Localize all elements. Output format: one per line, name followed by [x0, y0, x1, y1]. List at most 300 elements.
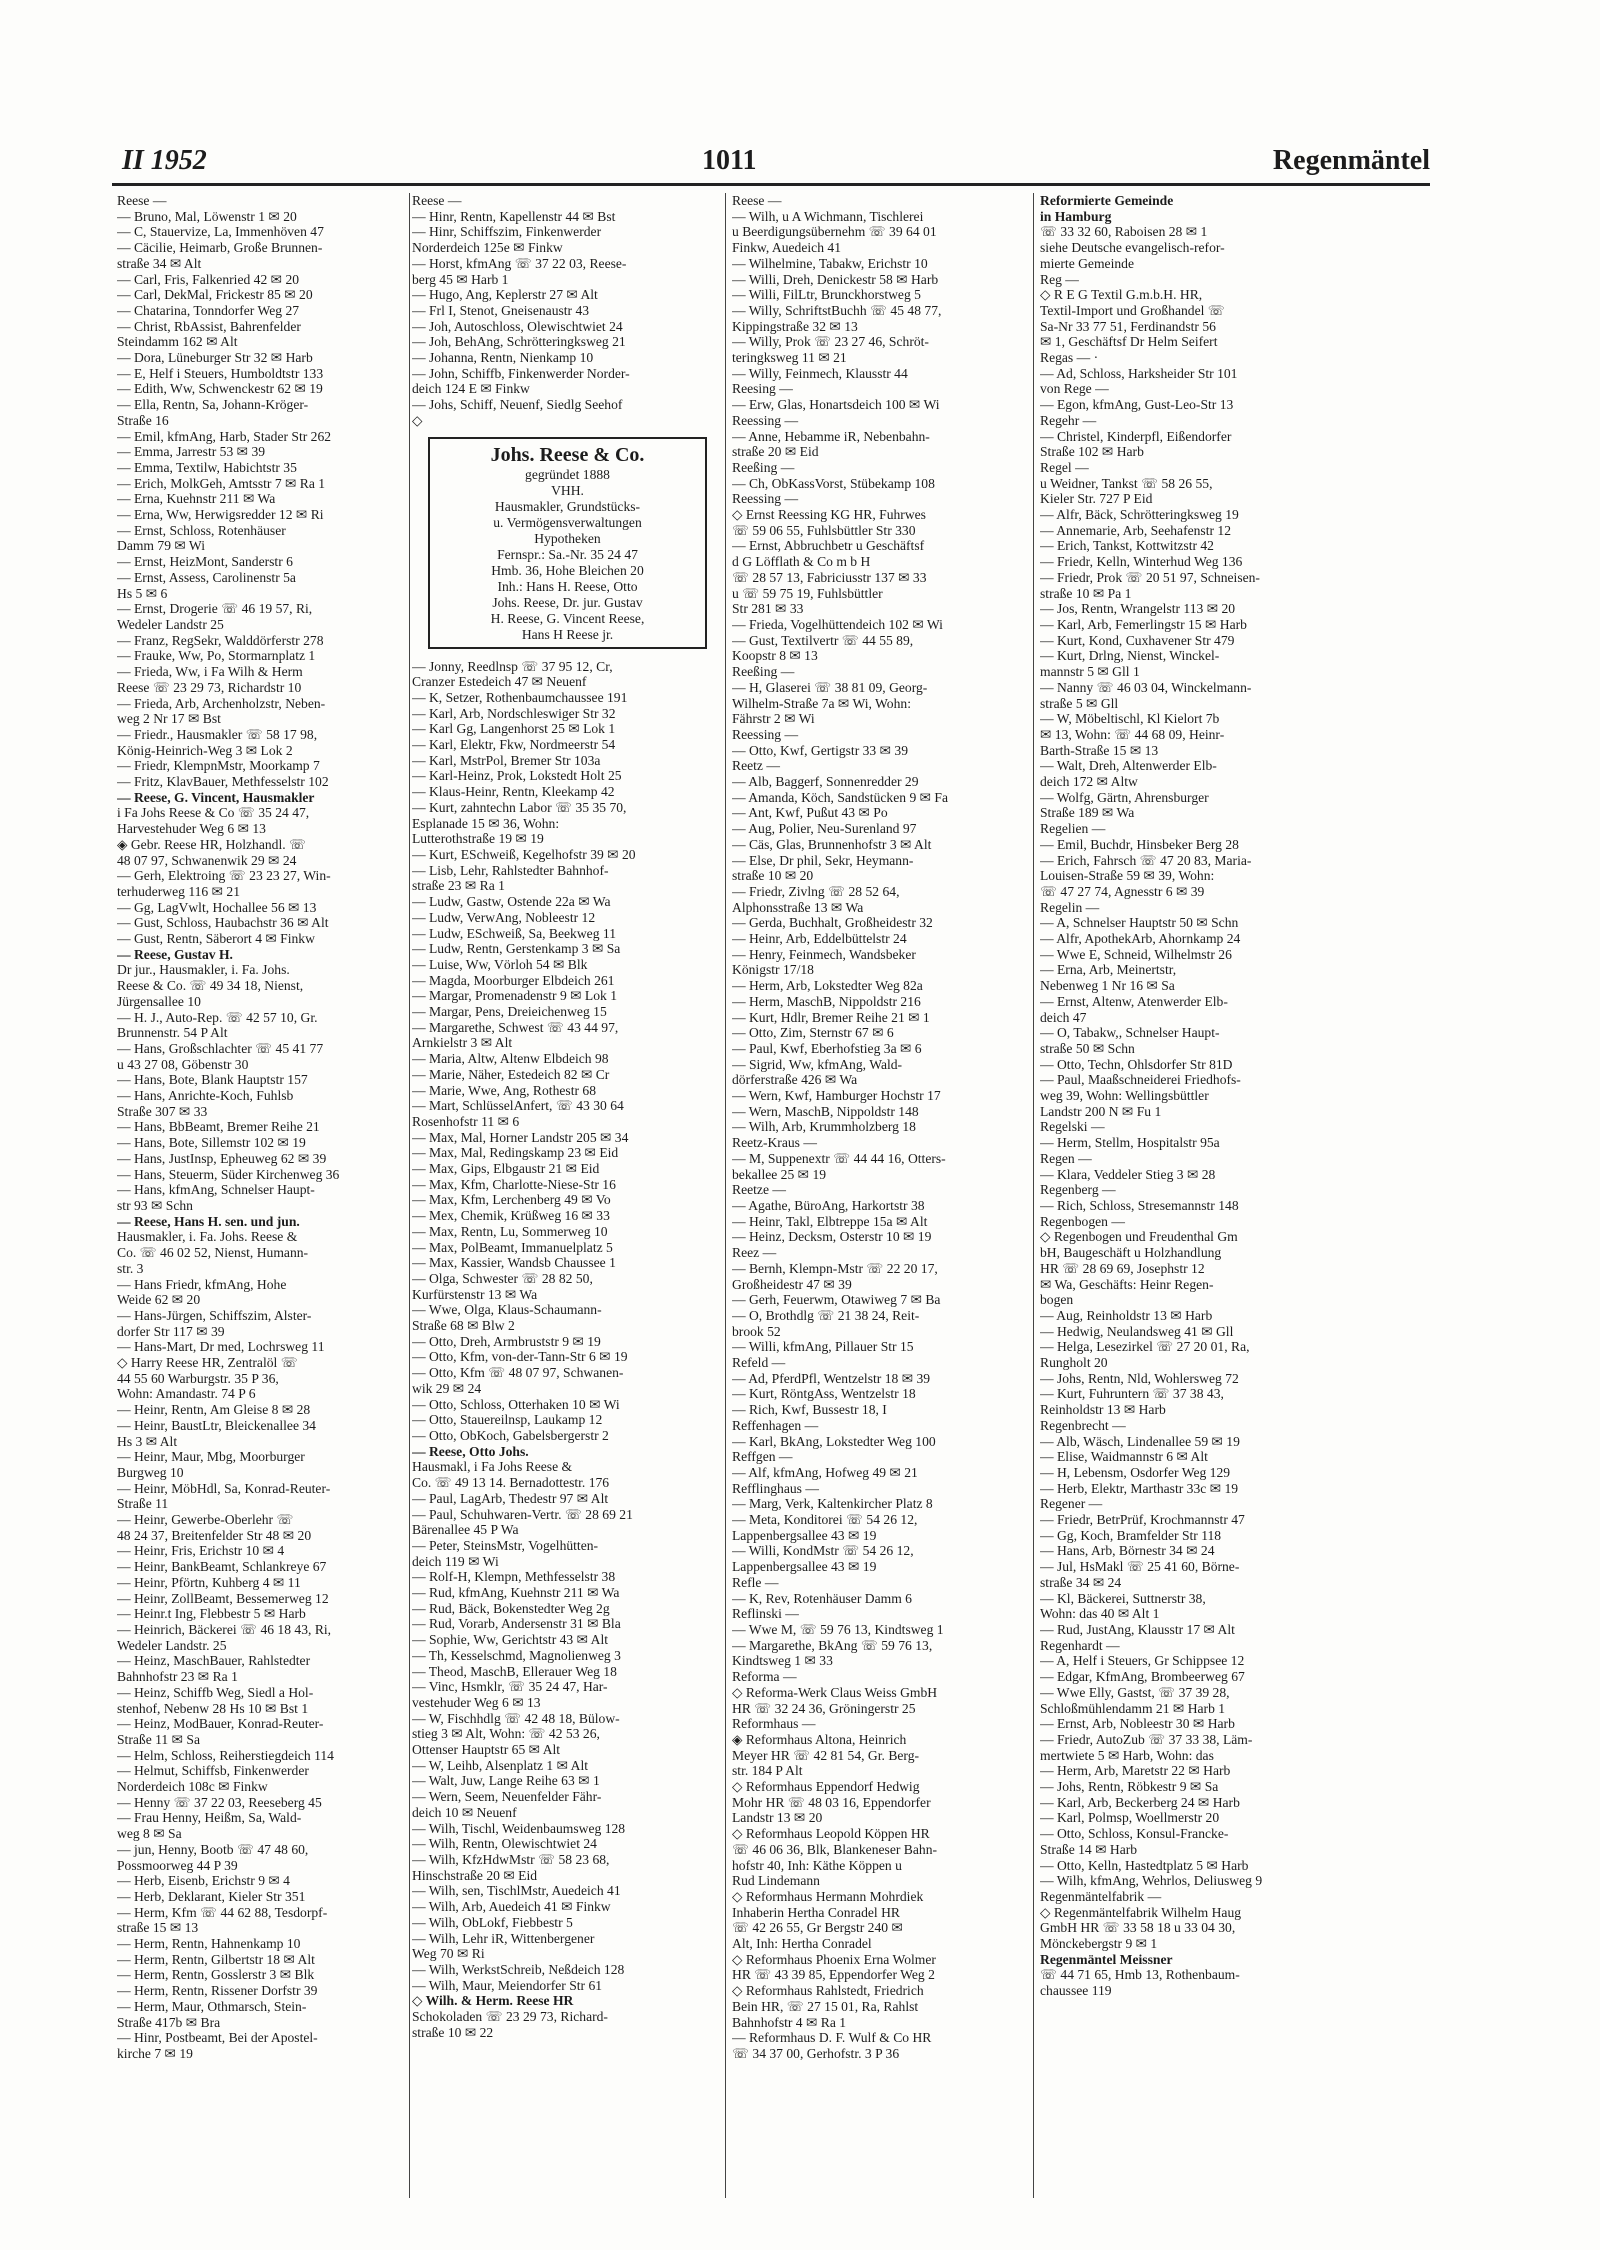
directory-entry-line: Wedeler Landstr. 25 — [117, 1637, 227, 1653]
ad-line: Hans H Reese jr. — [521, 626, 614, 642]
directory-entry-line: — Christel, Kinderpfl, Eißendorfer — [1040, 428, 1232, 444]
directory-entry-line: Regenhardt — — [1040, 1637, 1120, 1653]
directory-entry-line: — Max, Rentn, Lu, Sommerweg 10 — [412, 1223, 608, 1239]
directory-entry-line: — Ludw, Rentn, Gerstenkamp 3 ✉ Sa — [412, 941, 621, 957]
directory-entry-line: — Margar, Pens, Dreieichenweg 15 — [412, 1004, 607, 1020]
directory-entry-line: — Kurt, Drlng, Nienst, Winckel- — [1040, 648, 1220, 664]
directory-entry-line: — Hans, Steuerm, Süder Kirchenweg 36 — [117, 1166, 340, 1182]
ad-line: Fernspr.: Sa.-Nr. 35 24 47 — [497, 546, 638, 562]
directory-entry-line: — Emma, Textilw, Habichtstr 35 — [117, 459, 297, 475]
directory-entry-line: — Otto, ObKoch, Gabelsbergerstr 2 — [412, 1428, 609, 1443]
directory-entry-line: — Friedr, Zivlng ☏ 28 52 64, — [732, 883, 900, 899]
directory-entry-line: Kurfürstenstr 13 ✉ Wa — [412, 1286, 538, 1302]
directory-entry-line: — Helmut, Schiffsb, Finkenwerder — [117, 1763, 309, 1779]
directory-entry-line: teringksweg 11 ✉ 21 — [732, 350, 847, 366]
directory-entry-line: Reese — — [732, 193, 782, 208]
directory-entry-line: — Friedr, Kelln, Winterhud Weg 136 — [1040, 554, 1243, 570]
directory-entry-line: — Rud, Bäck, Bokenstedter Weg 2g — [412, 1600, 610, 1616]
directory-entry-line: Regelski — — [1040, 1119, 1105, 1135]
directory-entry-line: — Alfr, ApothekArb, Ahornkamp 24 — [1040, 931, 1241, 947]
directory-entry-line: — Herm, MaschB, Nippoldstr 216 — [732, 993, 921, 1009]
directory-entry-line: — Marg, Verk, Kaltenkircher Platz 8 — [732, 1496, 933, 1512]
directory-entry-line: — Wilh, u A Wichmann, Tischlerei — [732, 208, 924, 224]
directory-entry-line: Harvestehuder Weg 6 ✉ 13 — [117, 821, 266, 837]
directory-entry-line: — Hans, Großschlachter ☏ 45 41 77 — [117, 1040, 324, 1056]
directory-entry-line: Finkw, Auedeich 41 — [732, 240, 841, 256]
directory-entry-line: — Wwe Elly, Gastst, ☏ 37 39 28, — [1040, 1684, 1230, 1700]
directory-entry-line: ◈ Gebr. Reese HR, Holzhandl. ☏ — [117, 836, 307, 852]
directory-entry-line: 48 24 37, Breitenfelder Str 48 ✉ 20 — [117, 1527, 312, 1543]
directory-entry-line: — Rich, Kwf, Bussestr 18, I — [732, 1402, 887, 1418]
directory-entry-line: straße 15 ✉ 13 — [117, 1920, 199, 1936]
directory-entry-line: Reese — — [117, 193, 167, 208]
directory-entry-line: Wilhelm-Straße 7a ✉ Wi, Wohn: — [732, 695, 911, 711]
directory-entry-line: — Emil, Buchdr, Hinsbeker Berg 28 — [1040, 836, 1239, 852]
directory-entry-line: — Maria, Altw, Altenw Elbdeich 98 — [412, 1051, 609, 1067]
directory-entry-line: dörferstraße 426 ✉ Wa — [732, 1072, 858, 1088]
directory-entry-line: stieg 3 ✉ Alt, Wohn: ☏ 42 53 26, — [412, 1726, 600, 1742]
directory-entry-line: Mönckebergstr 9 ✉ 1 — [1040, 1936, 1158, 1952]
directory-entry-line: Wohn: Amandastr. 74 P 6 — [117, 1386, 256, 1402]
directory-entry-line: weg 2 Nr 17 ✉ Bst — [117, 711, 221, 727]
directory-entry-line: ◇ Reformhaus Rahlstedt, Friedrich — [732, 1983, 924, 1999]
directory-entry-line: str. 184 P Alt — [732, 1763, 803, 1779]
directory-entry-line: — Karl-Heinz, Prok, Lokstedt Holt 25 — [412, 768, 622, 784]
directory-entry-line: weg 8 ✉ Sa — [117, 1826, 182, 1842]
directory-entry-line: straße 10 ✉ 20 — [732, 868, 814, 884]
directory-entry-line: — John, Schiffb, Finkenwerder Norder- — [412, 365, 630, 381]
directory-entry-line: — Rich, Schloss, Stresemannstr 148 — [1040, 1198, 1239, 1213]
directory-entry-line: — Herb, Deklarant, Kieler Str 351 — [117, 1888, 306, 1904]
directory-entry-line: — Otto, Kfm ☏ 48 07 97, Schwanen- — [412, 1365, 624, 1381]
directory-entry-line: — Helm, Schloss, Reiherstiegdeich 114 — [117, 1747, 334, 1763]
directory-entry-line: — Kurt, Hdlr, Bremer Reihe 21 ✉ 1 — [732, 1009, 930, 1025]
directory-entry-line: siehe Deutsche evangelisch-refor- — [1040, 240, 1225, 256]
directory-entry-line: — Otto, Dreh, Armbruststr 9 ✉ 19 — [412, 1333, 601, 1349]
directory-entry-line: — Willi, KondMstr ☏ 54 26 12, — [732, 1543, 914, 1559]
directory-entry-line: Rud Lindemann — [732, 1873, 820, 1889]
directory-entry-line: Regenbrecht — — [1040, 1417, 1126, 1433]
directory-entry-line: Inhaberin Hertha Conradel HR — [732, 1904, 900, 1920]
directory-entry-line: — W, Leihb, Alsenplatz 1 ✉ Alt — [412, 1757, 589, 1773]
directory-entry-line: u Beerdigungsübernehm ☏ 39 64 01 — [732, 224, 937, 240]
directory-entry-line: Königstr 17/18 — [732, 962, 814, 978]
directory-entry-line: — Franz, RegSekr, Walddörferstr 278 — [117, 632, 324, 648]
directory-entry-line: — Ella, Rentn, Sa, Johann-Kröger- — [117, 397, 309, 413]
directory-entry-line: berg 45 ✉ Harb 1 — [412, 271, 509, 287]
directory-entry-line: — Reese, Otto Johs. — [412, 1443, 529, 1459]
directory-entry-line: — Gerda, Buchhalt, Großheidestr 32 — [732, 915, 933, 931]
directory-entry-line: — Gg, LagVwlt, Hochallee 56 ✉ 13 — [117, 899, 317, 915]
directory-entry-line: ☏ 47 27 74, Agnesstr 6 ✉ 39 — [1040, 883, 1205, 899]
directory-entry-line: Schokoladen ☏ 23 29 73, Richard- — [412, 2009, 608, 2025]
directory-entry-line: — Nanny ☏ 46 03 04, Winckelmann- — [1040, 679, 1252, 695]
directory-entry-line: — Heinr, Fris, Erichstr 10 ✉ 4 — [117, 1543, 285, 1559]
directory-entry-line: Sa-Nr 33 77 51, Ferdinandstr 56 — [1040, 318, 1216, 334]
directory-entry-line: — Mex, Chemik, Krüßweg 16 ✉ 33 — [412, 1208, 610, 1224]
directory-entry-line: ◇ Reforma-Werk Claus Weiss GmbH — [732, 1684, 938, 1700]
ad-lines — [436, 467, 699, 643]
directory-entry-line: — Meta, Konditorei ☏ 54 26 12, — [732, 1512, 918, 1528]
directory-entry-line: — Magda, Moorburger Elbdeich 261 — [412, 972, 615, 988]
directory-entry-line: ◇ Ernst Reessing KG HR, Fuhrwes — [732, 507, 926, 523]
directory-entry-line: hofstr 40, Inh: Käthe Köppen u — [732, 1857, 902, 1873]
directory-entry-line: — Ernst, Schloss, Rotenhäuser — [117, 522, 286, 538]
directory-entry-line: straße 10 ✉ Pa 1 — [1040, 585, 1132, 601]
directory-entry-line: Alt, Inh: Hertha Conradel — [732, 1936, 872, 1952]
directory-entry-line: — Gust, Rentn, Säberort 4 ✉ Finkw — [117, 931, 315, 947]
directory-entry-line: — Heinr, BankBeamt, Schlankreye 67 — [117, 1559, 327, 1575]
directory-entry-line: ◇ Reformhaus Eppendorf Hedwig — [732, 1779, 920, 1795]
directory-entry-line: — Jul, HsMakl ☏ 25 41 60, Börne- — [1040, 1559, 1240, 1575]
directory-entry-line: — Willi, kfmAng, Pillauer Str 15 — [732, 1339, 914, 1355]
directory-entry-line: Rosenhofstr 11 ✉ 6 — [412, 1113, 520, 1129]
directory-entry-line: Regenbogen — — [1040, 1213, 1125, 1229]
directory-entry-line: — Max, Mal, Redingskamp 23 ✉ Eid — [412, 1145, 619, 1161]
directory-entry-line: ☏ 59 06 55, Fuhlsbüttler Str 330 — [732, 522, 916, 538]
directory-entry-line: u Weidner, Tankst ☏ 58 26 55, — [1040, 475, 1213, 491]
directory-entry-line: — Otto, Kfm, von-der-Tann-Str 6 ✉ 19 — [412, 1349, 628, 1365]
directory-entry-line: Großheidestr 47 ✉ 39 — [732, 1276, 852, 1292]
directory-entry-line: Bahnhofstr 4 ✉ Ra 1 — [732, 2014, 847, 2030]
directory-entry-line: Straße 189 ✉ Wa — [1040, 805, 1135, 821]
directory-entry-line: — H. J., Auto-Rep. ☏ 42 57 10, Gr. — [117, 1009, 318, 1025]
directory-entry-line: ◇ — [412, 412, 423, 428]
directory-entry-line: 44 55 60 Warburgstr. 35 P 36, — [117, 1370, 279, 1386]
directory-entry-line: — Hinr, Rentn, Kapellenstr 44 ✉ Bst — [412, 208, 616, 224]
directory-entry-line: — Jonny, Reedlnsp ☏ 37 95 12, Cr, — [412, 658, 613, 674]
directory-entry-line: i Fa Johs Reese & Co ☏ 35 24 47, — [117, 805, 310, 821]
directory-entry-line: Jürgensallee 10 — [117, 993, 201, 1009]
directory-entry-line: Reessing — — [732, 726, 799, 742]
directory-entry-line: — Alfr, Bäck, Schrötteringksweg 19 — [1040, 507, 1239, 523]
directory-entry-line: — Wilhelmine, Tabakw, Erichstr 10 — [732, 255, 928, 271]
directory-entry-line: — Karl, BkAng, Lokstedter Weg 100 — [732, 1433, 936, 1449]
directory-entry-line: deich 10 ✉ Neuenf — [412, 1804, 517, 1820]
directory-entry-line: Reflinski — — [732, 1606, 799, 1622]
directory-entry-line: Reeßing — — [732, 664, 795, 680]
directory-entry-line: Reforma — — [732, 1669, 797, 1685]
directory-entry-line: Reessing — — [732, 491, 799, 507]
directory-entry-line: Lappenbergsallee 43 ✉ 19 — [732, 1559, 877, 1575]
directory-entry-line: u 43 27 08, Göbenstr 30 — [117, 1056, 249, 1072]
directory-entry-line: — Frauke, Ww, Po, Stormarnplatz 1 — [117, 648, 316, 664]
directory-entry-line: Lappenbergsallee 43 ✉ 19 — [732, 1527, 877, 1543]
directory-entry-line: Straße 11 ✉ Sa — [117, 1731, 200, 1747]
directory-entry-line: ☏ 34 37 00, Gerhofstr. 3 P 36 — [732, 2045, 900, 2061]
directory-entry-line: — Wilh, KfzHdwMstr ☏ 58 23 68, — [412, 1851, 610, 1867]
directory-entry-line: — Ludw, Gastw, Ostende 22a ✉ Wa — [412, 894, 611, 910]
directory-entry-line: Straße 68 ✉ Blw 2 — [412, 1318, 515, 1334]
directory-entry-line: — H, Glaserei ☏ 38 81 09, Georg- — [732, 679, 928, 695]
directory-entry-line: Kieler Str. 727 P Eid — [1040, 491, 1153, 507]
directory-entry-line: wik 29 ✉ 24 — [412, 1380, 482, 1396]
directory-entry-line: — Olga, Schwester ☏ 28 82 50, — [412, 1270, 593, 1286]
directory-entry-line: — Wilh, kfmAng, Wehrlos, Deliusweg 9 — [1040, 1873, 1263, 1889]
directory-entry-line: — Hans, JustInsp, Epheuweg 62 ✉ 39 — [117, 1150, 327, 1166]
directory-entry-line: — jun, Henny, Bootb ☏ 47 48 60, — [117, 1841, 309, 1857]
directory-entry-line: Kippingstraße 32 ✉ 13 — [732, 318, 858, 334]
directory-entry-line: — Margarethe, Schwest ☏ 43 44 97, — [412, 1019, 619, 1035]
directory-entry-line: — Hans, Anrichte-Koch, Fuhlsb — [117, 1088, 294, 1104]
directory-entry-line: mannstr 5 ✉ Gll 1 — [1040, 664, 1140, 680]
directory-entry-line: Straße 102 ✉ Harb — [1040, 444, 1144, 460]
directory-entry-line: Reffgen — — [732, 1449, 793, 1465]
directory-entry-line: — Kl, Bäckerei, Suttnerstr 38, — [1040, 1590, 1206, 1606]
directory-entry-line: Bärenallee 45 P Wa — [412, 1522, 519, 1538]
directory-entry-line: — Hans, Bote, Blank Hauptstr 157 — [117, 1072, 308, 1088]
directory-entry-line: Regehr — — [1040, 412, 1097, 428]
directory-entry-line: ◇ Reformhaus Leopold Köppen HR — [732, 1826, 930, 1842]
ad-title: Johs. Reese & Co. — [490, 443, 645, 466]
directory-entry-line: — Cäcilie, Heimarb, Große Brunnen- — [117, 240, 323, 256]
directory-entry-line: weg 39, Wohn: Wellingsbüttler — [1040, 1088, 1209, 1104]
header-volume: II 1952 — [122, 145, 207, 176]
directory-entry-line: — Carl, DekMal, Frickestr 85 ✉ 20 — [117, 287, 313, 303]
directory-entry-line: — H, Lebensm, Osdorfer Weg 129 — [1040, 1464, 1231, 1480]
directory-entry-line: ◇ Reformhaus Phoenix Erna Wolmer — [732, 1951, 936, 1967]
directory-entry-line: — Alb, Baggerf, Sonnenredder 29 — [732, 774, 919, 790]
directory-entry-line: — Hedwig, Neulandsweg 41 ✉ Gll — [1040, 1323, 1234, 1339]
directory-entry-line: — Herb, Eisenb, Erichstr 9 ✉ 4 — [117, 1873, 290, 1889]
directory-entry-line: — Chatarina, Tonndorfer Weg 27 — [117, 302, 300, 318]
page-header — [112, 145, 1430, 185]
directory-entry-line: Nebenweg 1 Nr 16 ✉ Sa — [1040, 978, 1175, 994]
directory-entry-line: — Heinrich, Bäckerei ☏ 46 18 43, Ri, — [117, 1621, 332, 1637]
directory-entry-line: — Kurt, Fuhruntern ☏ 37 38 43, — [1040, 1386, 1224, 1402]
directory-entry-line: — Wilh, sen, TischlMstr, Auedeich 41 — [412, 1883, 621, 1899]
directory-entry-line: — Wwe M, ☏ 59 76 13, Kindtsweg 1 — [732, 1621, 944, 1637]
directory-entry-line: d G Löfflath & Co m b H — [732, 554, 871, 570]
directory-entry-line: str 93 ✉ Schn — [117, 1198, 193, 1213]
directory-entry-line: — Rud, kfmAng, Kuehnstr 211 ✉ Wa — [412, 1585, 620, 1601]
directory-entry-line: Reese & Co. ☏ 49 34 18, Nienst, — [117, 978, 304, 994]
directory-entry-line: Brunnenstr. 54 P Alt — [117, 1025, 228, 1041]
directory-entry-line: Damm 79 ✉ Wi — [117, 538, 205, 554]
directory-entry-line: — Alf, kfmAng, Hofweg 49 ✉ 21 — [732, 1464, 918, 1480]
directory-entry-line: — Margar, Promenadenstr 9 ✉ Lok 1 — [412, 988, 618, 1004]
directory-entry-line: Hs 5 ✉ 6 — [117, 585, 168, 601]
directory-entry-line: ✉ Wa, Geschäfts: Heinr Regen- — [1040, 1276, 1214, 1292]
directory-entry-line: — Karl Gg, Langenhorst 25 ✉ Lok 1 — [412, 721, 616, 737]
directory-entry-line: Koopstr 8 ✉ 13 — [732, 648, 818, 664]
directory-entry-line: — Willy, SchriftstBuchh ☏ 45 48 77, — [732, 302, 942, 318]
directory-entry-line: Co. ☏ 46 02 52, Nienst, Humann- — [117, 1245, 309, 1261]
directory-entry-line: Regenmäntel Meissner — [1040, 1951, 1173, 1967]
directory-entry-line: — Hugo, Ang, Keplerstr 27 ✉ Alt — [412, 287, 598, 303]
directory-entry-line: — Cäs, Glas, Brunnenhofstr 3 ✉ Alt — [732, 836, 932, 852]
directory-entry-line: — Sophie, Ww, Gerichtstr 43 ✉ Alt — [412, 1632, 609, 1648]
directory-entry-line: ☏ 28 57 13, Fabriciusstr 137 ✉ 33 — [732, 569, 927, 585]
directory-entry-line: Regenberg — — [1040, 1182, 1116, 1198]
directory-entry-line: Str 281 ✉ 33 — [732, 601, 804, 617]
directory-entry-line: Reetz — — [732, 758, 780, 774]
directory-entry-line: — Erich, MolkGeh, Amtsstr 7 ✉ Ra 1 — [117, 475, 326, 491]
directory-entry-line: Straße 14 ✉ Harb — [1040, 1841, 1138, 1857]
directory-entry-line: — Gust, Schloss, Haubachstr 36 ✉ Alt — [117, 915, 329, 931]
directory-entry-line: Reese — — [412, 193, 462, 208]
directory-entry-line: Hinschstraße 20 ✉ Eid — [412, 1867, 538, 1883]
directory-entry-line: — Wilh, WerkstSchreib, Neßdeich 128 — [412, 1961, 625, 1977]
directory-entry-line: deich 172 ✉ Altw — [1040, 774, 1138, 790]
directory-entry-line: — Amanda, Köch, Sandstücken 9 ✉ Fa — [732, 789, 949, 805]
column-2-bottom — [412, 659, 717, 2041]
directory-entry-line: Reez — — [732, 1245, 777, 1261]
directory-entry-line: bogen — [1040, 1292, 1074, 1308]
directory-entry-line: Dr jur., Hausmakler, i. Fa. Johs. — [117, 962, 290, 978]
directory-entry-line: — Johs, Schiff, Neuenf, Siedlg Seehof — [412, 397, 623, 413]
directory-entry-line: — Herm, Maur, Othmarsch, Stein- — [117, 1998, 307, 2014]
directory-entry-line: — Otto, Schloss, Otterhaken 10 ✉ Wi — [412, 1396, 620, 1412]
directory-entry-line: — Wilh, Arb, Krummholzberg 18 — [732, 1119, 916, 1135]
directory-entry-line: straße 23 ✉ Ra 1 — [412, 878, 505, 894]
directory-entry-line: — Otto, Zim, Sternstr 67 ✉ 6 — [732, 1025, 894, 1041]
directory-entry-line: — Johs, Rentn, Röbkestr 9 ✉ Sa — [1040, 1779, 1219, 1795]
directory-entry-line: — Otto, Schloss, Konsul-Francke- — [1040, 1826, 1229, 1842]
directory-entry-line: — Otto, Techn, Ohlsdorfer Str 81D — [1040, 1056, 1233, 1072]
directory-entry-line: — Frieda, Arb, Archenholzstr, Neben- — [117, 695, 326, 711]
directory-entry-line: — Rolf-H, Klempn, Methfesselstr 38 — [412, 1569, 616, 1585]
directory-entry-line: ◈ Reformhaus Altona, Heinrich — [732, 1731, 907, 1747]
directory-entry-line: — Herm, Rentn, Hahnenkamp 10 — [117, 1936, 301, 1952]
directory-entry-line: — Emil, kfmAng, Harb, Stader Str 262 — [117, 428, 332, 444]
directory-entry-line: — Ad, PferdPfl, Wentzelstr 18 ✉ 39 — [732, 1370, 931, 1386]
ad-line: Hypotheken — [534, 530, 601, 546]
directory-entry-line: — Margarethe, BkAng ☏ 59 76 13, — [732, 1637, 933, 1653]
directory-entry-line: HR ☏ 28 69 69, Josephstr 12 — [1040, 1260, 1205, 1276]
directory-entry-line: — Th, Kesselschmd, Magnolienweg 3 — [412, 1647, 621, 1663]
directory-entry-line: dorfer Str 117 ✉ 39 — [117, 1323, 225, 1339]
directory-entry-line: — Paul, Schuhwaren-Vertr. ☏ 28 69 21 — [412, 1506, 633, 1522]
directory-entry-line: — Wolfg, Gärtn, Ahrensburger — [1040, 789, 1209, 805]
directory-entry-line: — Klaus-Heinr, Rentn, Kleekamp 42 — [412, 784, 615, 800]
directory-entry-line: — Hans, Arb, Börnestr 34 ✉ 24 — [1040, 1543, 1215, 1559]
directory-entry-line: Reformhaus — — [732, 1716, 816, 1732]
header-section-title: Regenmäntel — [1272, 145, 1430, 176]
directory-entry-line: Reesing — — [732, 381, 793, 397]
directory-entry-line: — Paul, Maaßschneiderei Friedhofs- — [1040, 1072, 1241, 1088]
directory-entry-line: — Herb, Elektr, Marthastr 33c ✉ 19 — [1040, 1480, 1239, 1496]
directory-entry-line: ✉ 1, Geschäftsf Dr Helm Seifert — [1040, 334, 1218, 350]
directory-entry-line: — Herm, Arb, Maretstr 22 ✉ Harb — [1040, 1763, 1231, 1779]
directory-entry-line: — Wilh, Arb, Auedeich 41 ✉ Finkw — [412, 1899, 611, 1915]
directory-entry-line: — Heinr, Arb, Eddelbüttelstr 24 — [732, 931, 907, 947]
directory-entry-line: — Klara, Veddeler Stieg 3 ✉ 28 — [1040, 1166, 1216, 1182]
header-page-number: 1011 — [702, 145, 757, 176]
directory-entry-line: — Wilh, ObLokf, Fiebbestr 5 — [412, 1914, 573, 1930]
directory-entry-line: — O, Brothdlg ☏ 21 38 24, Reit- — [732, 1307, 920, 1323]
directory-entry-line: — Henry, Feinmech, Wandsbeker — [732, 946, 916, 962]
directory-entry-line: stenhof, Nebenw 28 Hs 10 ✉ Bst 1 — [117, 1700, 309, 1716]
directory-entry-line: — Willy, Prok ☏ 23 27 46, Schröt- — [732, 334, 929, 350]
ad-line: gegründet 1888 — [525, 466, 610, 482]
directory-entry-line: straße 34 ✉ 24 — [1040, 1574, 1122, 1590]
directory-entry-line: ☏ 33 32 60, Raboisen 28 ✉ 1 — [1040, 224, 1208, 240]
directory-entry-line: — Heinr, Pförtn, Kuhberg 4 ✉ 11 — [117, 1574, 301, 1590]
directory-entry-line: — Aug, Polier, Neu-Surenland 97 — [732, 821, 917, 837]
directory-entry-line: Hausmakler, i. Fa. Johs. Reese & — [117, 1229, 298, 1245]
directory-entry-line: — Wern, Seem, Neuenfelder Fähr- — [412, 1789, 602, 1805]
directory-entry-line: — K, Setzer, Rothenbaumchaussee 191 — [412, 689, 628, 705]
directory-entry-line: — Kurt, ESchweiß, Kegelhofstr 39 ✉ 20 — [412, 846, 636, 862]
directory-entry-line: brook 52 — [732, 1323, 781, 1339]
directory-entry-line: — Bernh, Klempn-Mstr ☏ 22 20 17, — [732, 1260, 938, 1276]
directory-entry-line: — Reformhaus D. F. Wulf & Co HR — [732, 2030, 932, 2046]
directory-entry-line: — Heinr.t Ing, Flebbestr 5 ✉ Harb — [117, 1606, 306, 1622]
directory-entry-line: Textil-Import und Großhandel ☏ — [1040, 302, 1225, 318]
directory-entry-line: ✉ 13, Wohn: ☏ 44 68 09, Heinr- — [1040, 726, 1225, 742]
directory-entry-line: Bein HR, ☏ 27 15 01, Ra, Rahlst — [732, 1998, 919, 2014]
directory-entry-line: Reeßing — — [732, 459, 795, 475]
directory-entry-line: — Annemarie, Arb, Seehafenstr 12 — [1040, 522, 1232, 538]
directory-entry-line: 48 07 97, Schwanenwik 29 ✉ 24 — [117, 852, 297, 868]
directory-entry-line: ☏ 46 06 36, Blk, Blankeneser Bahn- — [732, 1841, 938, 1857]
directory-entry-line: — Heinr, Gewerbe-Oberlehr ☏ — [117, 1512, 294, 1528]
directory-entry-line: straße 50 ✉ Schn — [1040, 1040, 1135, 1056]
directory-entry-line: — Heinr, Rentn, Am Gleise 8 ✉ 28 — [117, 1402, 311, 1418]
directory-entry-line: Straße 11 — [117, 1496, 169, 1512]
directory-entry-line: — Frieda, Ww, i Fa Wilh & Herm — [117, 664, 303, 680]
directory-entry-line: Reetze — — [732, 1182, 786, 1198]
directory-entry-line: Reinholdstr 13 ✉ Harb — [1040, 1402, 1166, 1418]
directory-entry-line: — Max, Mal, Horner Landstr 205 ✉ 34 — [412, 1129, 629, 1145]
directory-entry-line: — Paul, Kwf, Eberhofstieg 3a ✉ 6 — [732, 1040, 922, 1056]
directory-entry-line: Refflinghaus — — [732, 1480, 819, 1496]
directory-entry-line: Hausmakl, i Fa Johs Reese & — [412, 1459, 573, 1475]
directory-entry-line: — Erna, Arb, Meinertstr, — [1040, 962, 1177, 978]
directory-entry-line: — Herm, Kfm ☏ 44 62 88, Tesdorpf- — [117, 1904, 328, 1920]
directory-entry-line: — Paul, LagArb, Thedestr 97 ✉ Alt — [412, 1490, 609, 1506]
directory-entry-line: — A, Helf i Steuers, Gr Schippsee 12 — [1040, 1653, 1245, 1669]
directory-entry-line: u ☏ 59 75 19, Fuhlsbüttler — [732, 585, 883, 601]
directory-entry-line: — Gg, Koch, Bramfelder Str 118 — [1040, 1527, 1222, 1543]
directory-entry-line: straße 20 ✉ Eid — [732, 444, 819, 460]
directory-entry-line: Straße 417b ✉ Bra — [117, 2014, 221, 2030]
directory-entry-line: Bahnhofstr 23 ✉ Ra 1 — [117, 1669, 238, 1685]
directory-entry-line: Reformierte Gemeinde — [1040, 193, 1174, 208]
directory-entry-line: — Hans-Mart, Dr med, Lochrsweg 11 — [117, 1339, 325, 1355]
directory-entry-line: — Sigrid, Ww, kfmAng, Wald- — [732, 1056, 903, 1072]
directory-entry-line: Co. ☏ 49 13 14. Bernadottestr. 176 — [412, 1475, 610, 1491]
directory-entry-line: — Hinr, Postbeamt, Bei der Apostel- — [117, 2030, 318, 2046]
directory-entry-line: Louisen-Straße 59 ✉ 39, Wohn: — [1040, 868, 1215, 884]
directory-entry-line: GmbH HR ☏ 33 58 18 u 33 04 30, — [1040, 1920, 1236, 1936]
directory-entry-line: — Ernst, HeizMont, Sanderstr 6 — [117, 554, 293, 570]
directory-entry-line: Schloßmühlendamm 21 ✉ Harb 1 — [1040, 1700, 1226, 1716]
directory-entry-line: HR ☏ 43 39 85, Eppendorfer Weg 2 — [732, 1967, 935, 1983]
scan-margin — [0, 0, 1600, 92]
directory-entry-line: — Friedr, Prok ☏ 20 51 97, Schneisen- — [1040, 569, 1260, 585]
directory-entry-line: — Hans, BbBeamt, Bremer Reihe 21 — [117, 1119, 320, 1135]
column-1 — [117, 193, 422, 2062]
directory-entry-line: — Herm, Arb, Lokstedter Weg 82a — [732, 978, 923, 994]
directory-entry-line: — Johanna, Rentn, Nienkamp 10 — [412, 350, 594, 366]
directory-entry-line: — Max, Kfm, Charlotte-Niese-Str 16 — [412, 1176, 616, 1192]
directory-entry-line: ☏ 44 71 65, Hmb 13, Rothenbaum- — [1040, 1967, 1240, 1983]
directory-entry-line: — Otto, Kwf, Gertigstr 33 ✉ 39 — [732, 742, 909, 758]
directory-entry-line: — Joh, Autoschloss, Olewischtwiet 24 — [412, 318, 623, 334]
directory-entry-line: deich 47 — [1040, 1009, 1087, 1025]
directory-entry-line: — Max, Kassier, Wandsb Chaussee 1 — [412, 1255, 616, 1271]
directory-entry-line: Burgweg 10 — [117, 1464, 184, 1480]
directory-entry-line: Mohr HR ☏ 48 03 16, Eppendorfer — [732, 1794, 931, 1810]
directory-entry-line: — Emma, Jarrestr 53 ✉ 39 — [117, 444, 266, 460]
directory-entry-line: — Herm, Rentn, Gosslerstr 3 ✉ Blk — [117, 1967, 315, 1983]
directory-entry-line: — Hinr, Schiffszim, Finkenwerder — [412, 224, 602, 240]
directory-entry-line: — Max, Kfm, Lerchenberg 49 ✉ Vo — [412, 1192, 611, 1208]
directory-entry-line: — Karl, MstrPol, Bremer Str 103a — [412, 752, 601, 768]
directory-entry-line: Alphonsstraße 13 ✉ Wa — [732, 899, 864, 915]
